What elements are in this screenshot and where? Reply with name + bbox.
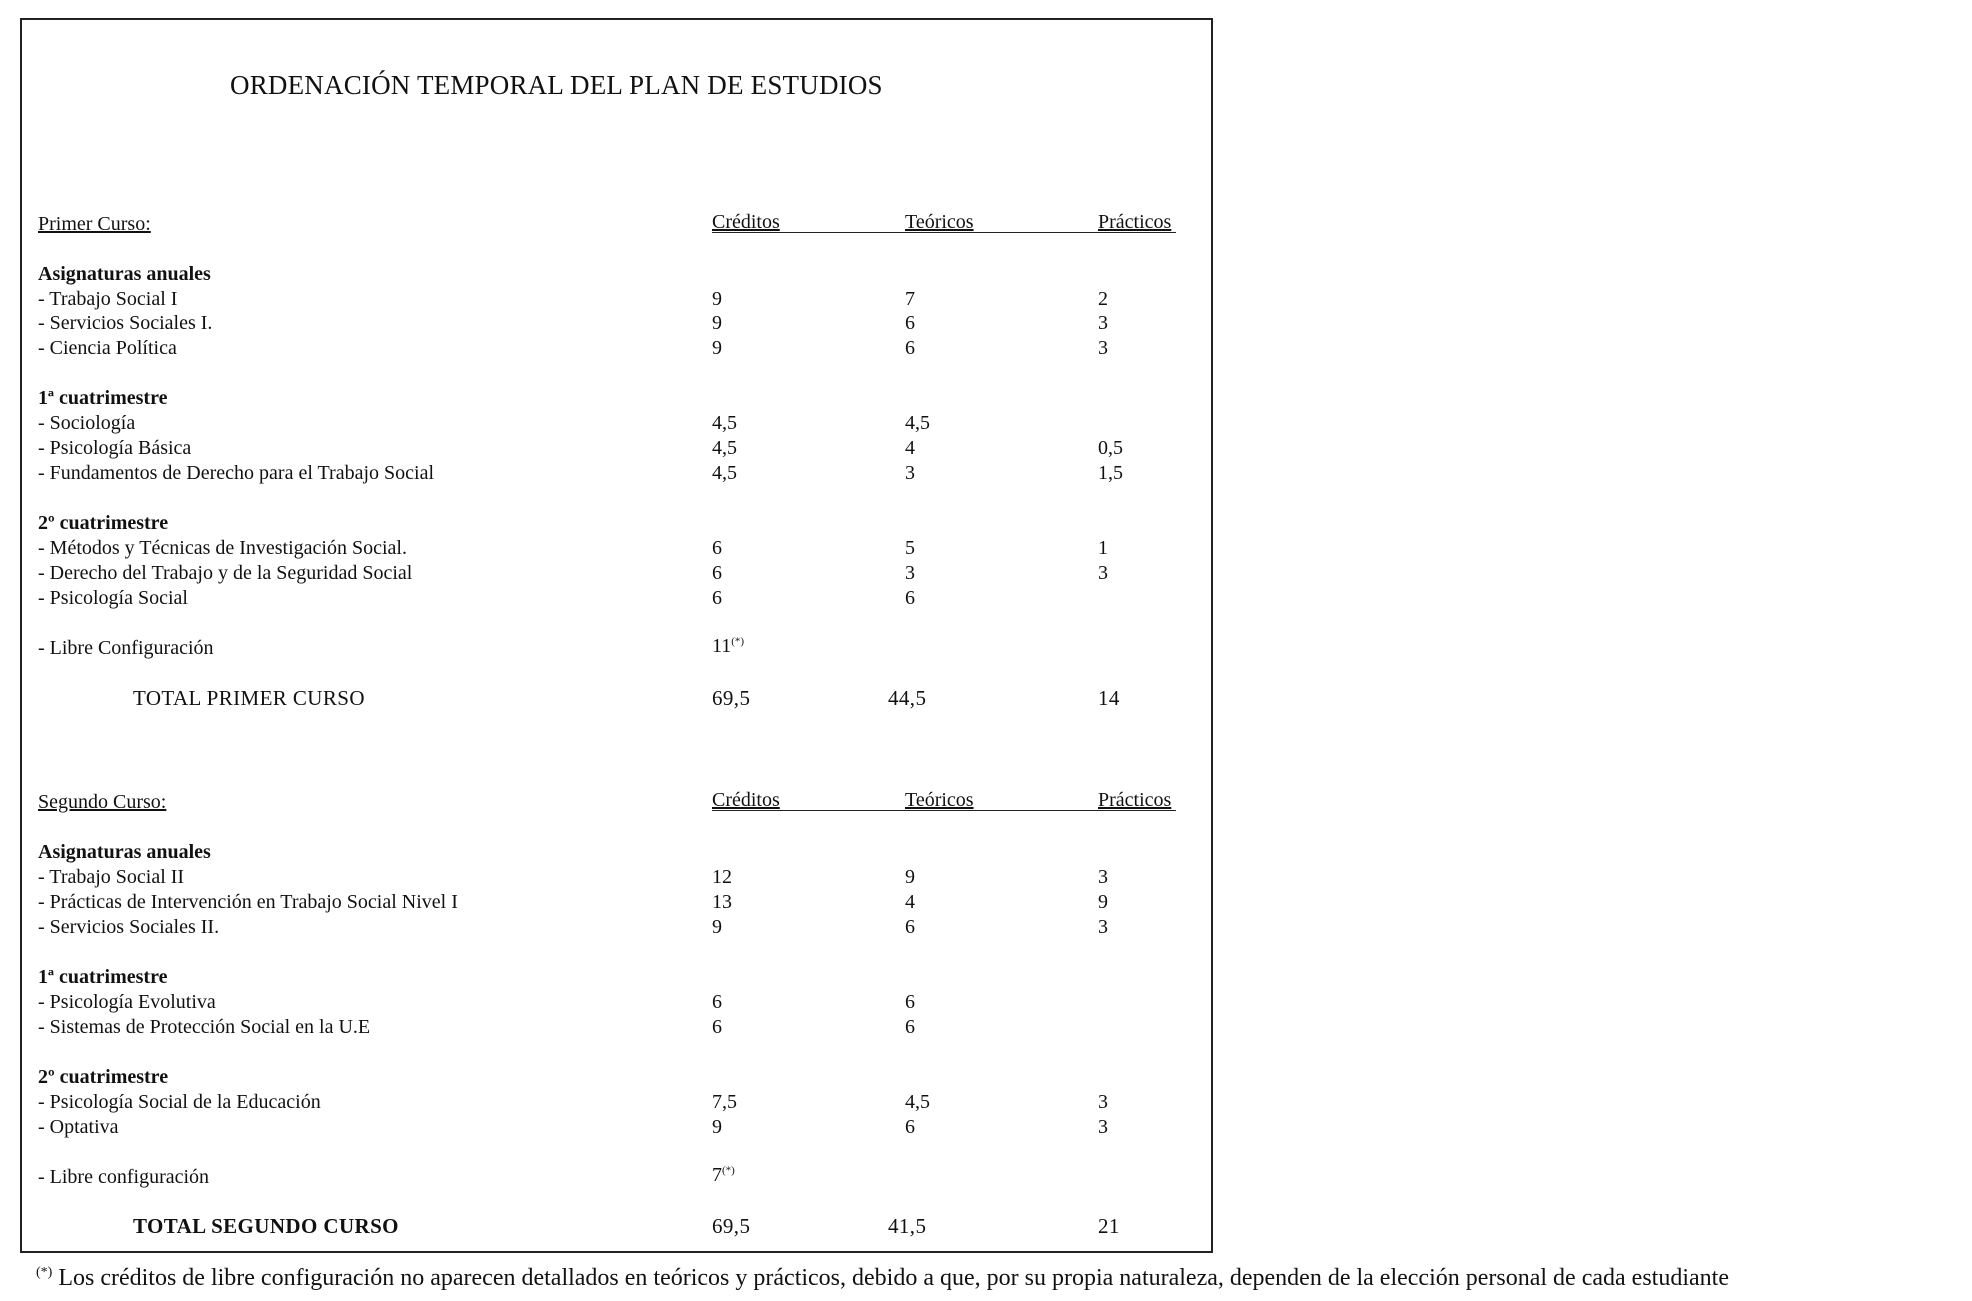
subject-practicos: 3 (1098, 1116, 1108, 1138)
header-underline (712, 232, 1176, 233)
col-creditos-header: Créditos (712, 211, 780, 233)
segundo-cuatri1-label: 1ª cuatrimestre (38, 966, 168, 988)
footnote-mark: (*) (36, 1265, 53, 1280)
subject-name: - Psicología Social de la Educación (38, 1091, 321, 1113)
subject-teoricos: 4 (905, 891, 915, 913)
total-primer-teoricos: 44,5 (888, 686, 927, 710)
subject-practicos: 1,5 (1098, 462, 1123, 484)
col-practicos-header: Prácticos (1098, 211, 1172, 233)
primer-anuales-label: Asignaturas anuales (38, 263, 211, 285)
subject-creditos: 6 (712, 991, 722, 1013)
subject-creditos: 7,5 (712, 1091, 737, 1113)
subject-teoricos: 6 (905, 991, 915, 1013)
subject-name: - Fundamentos de Derecho para el Trabajo Social (38, 462, 435, 484)
plan-frame (20, 18, 1213, 1253)
subject-name: - Derecho del Trabajo y de la Seguridad Social (38, 562, 413, 584)
subject-name: - Ciencia Política (38, 337, 177, 359)
header-underline (712, 810, 1176, 811)
subject-practicos: 3 (1098, 337, 1108, 359)
subject-teoricos: 4,5 (905, 1091, 930, 1113)
total-segundo-teoricos: 41,5 (888, 1214, 927, 1238)
subject-name: - Trabajo Social II (38, 866, 185, 888)
primer-curso-heading: Primer Curso: (38, 213, 151, 235)
subject-teoricos: 9 (905, 866, 915, 888)
subject-name: - Métodos y Técnicas de Investigación Social. (38, 537, 407, 559)
subject-practicos: 3 (1098, 312, 1108, 334)
footnote-text: Los créditos de libre configuración no aparecen detallados en teóricos y prácticos, debido a que, por su propia naturaleza, dependen de la elección personal de cada estudiante (52, 1265, 1729, 1291)
segundo-anuales-label: Asignaturas anuales (38, 841, 211, 863)
footnote (36, 1265, 1729, 1292)
libre-configuracion-creditos: 7(*) (712, 1164, 735, 1186)
total-segundo-creditos: 69,5 (712, 1214, 751, 1238)
subject-creditos: 12 (712, 866, 732, 888)
subject-practicos: 2 (1098, 288, 1108, 310)
footnote-marker: (*) (731, 635, 745, 648)
subject-teoricos: 6 (905, 312, 915, 334)
subject-name: - Psicología Básica (38, 437, 192, 459)
subject-teoricos: 3 (905, 462, 915, 484)
footnote-marker: (*) (722, 1164, 735, 1177)
libre-configuracion-label: - Libre configuración (38, 1166, 210, 1188)
total-primer-practicos: 14 (1098, 686, 1120, 710)
subject-creditos: 6 (712, 587, 722, 609)
subject-teoricos: 6 (905, 916, 915, 938)
subject-practicos: 3 (1098, 916, 1108, 938)
subject-creditos: 4,5 (712, 462, 737, 484)
col-teoricos-header: Teóricos (905, 789, 974, 811)
subject-name: - Sistemas de Protección Social en la U.E (38, 1016, 371, 1038)
subject-practicos: 0,5 (1098, 437, 1123, 459)
page-title: ORDENACIÓN TEMPORAL DEL PLAN DE ESTUDIOS (230, 70, 883, 100)
subject-creditos: 4,5 (712, 412, 737, 434)
subject-teoricos: 4 (905, 437, 915, 459)
subject-teoricos: 3 (905, 562, 915, 584)
subject-teoricos: 6 (905, 1116, 915, 1138)
col-teoricos-header: Teóricos (905, 211, 974, 233)
subject-name: - Optativa (38, 1116, 119, 1138)
subject-creditos: 9 (712, 337, 722, 359)
segundo-curso-heading: Segundo Curso: (38, 791, 167, 813)
subject-teoricos: 6 (905, 587, 915, 609)
subject-practicos: 3 (1098, 866, 1108, 888)
subject-name: - Psicología Evolutiva (38, 991, 216, 1013)
subject-teoricos: 5 (905, 537, 915, 559)
subject-name: - Servicios Sociales II. (38, 916, 220, 938)
subject-creditos: 4,5 (712, 437, 737, 459)
total-primer-creditos: 69,5 (712, 686, 751, 710)
subject-name: - Trabajo Social I (38, 288, 178, 310)
subject-creditos: 6 (712, 537, 722, 559)
subject-practicos: 3 (1098, 1091, 1108, 1113)
col-creditos-header: Créditos (712, 789, 780, 811)
subject-name: - Psicología Social (38, 587, 188, 609)
subject-creditos: 6 (712, 1016, 722, 1038)
subject-creditos: 9 (712, 288, 722, 310)
segundo-cuatri2-label: 2º cuatrimestre (38, 1066, 169, 1088)
subject-teoricos: 7 (905, 288, 915, 310)
subject-creditos: 9 (712, 916, 722, 938)
primer-cuatri2-label: 2º cuatrimestre (38, 512, 169, 534)
subject-name: - Servicios Sociales I. (38, 312, 213, 334)
subject-teoricos: 4,5 (905, 412, 930, 434)
subject-teoricos: 6 (905, 337, 915, 359)
total-segundo-practicos: 21 (1098, 1214, 1120, 1238)
subject-name: - Sociología (38, 412, 136, 434)
subject-practicos: 1 (1098, 537, 1108, 559)
primer-cuatri1-label: 1ª cuatrimestre (38, 387, 168, 409)
libre-configuracion-creditos: 11(*) (712, 635, 745, 657)
libre-configuracion-label: - Libre Configuración (38, 637, 214, 659)
total-segundo-label: TOTAL SEGUNDO CURSO (133, 1214, 399, 1238)
subject-teoricos: 6 (905, 1016, 915, 1038)
subject-creditos: 9 (712, 312, 722, 334)
subject-practicos: 9 (1098, 891, 1108, 913)
subject-creditos: 6 (712, 562, 722, 584)
subject-name: - Prácticas de Intervención en Trabajo Social Nivel I (38, 891, 458, 913)
total-primer-label: TOTAL PRIMER CURSO (133, 686, 365, 710)
subject-creditos: 9 (712, 1116, 722, 1138)
col-practicos-header: Prácticos (1098, 789, 1172, 811)
subject-practicos: 3 (1098, 562, 1108, 584)
subject-creditos: 13 (712, 891, 732, 913)
